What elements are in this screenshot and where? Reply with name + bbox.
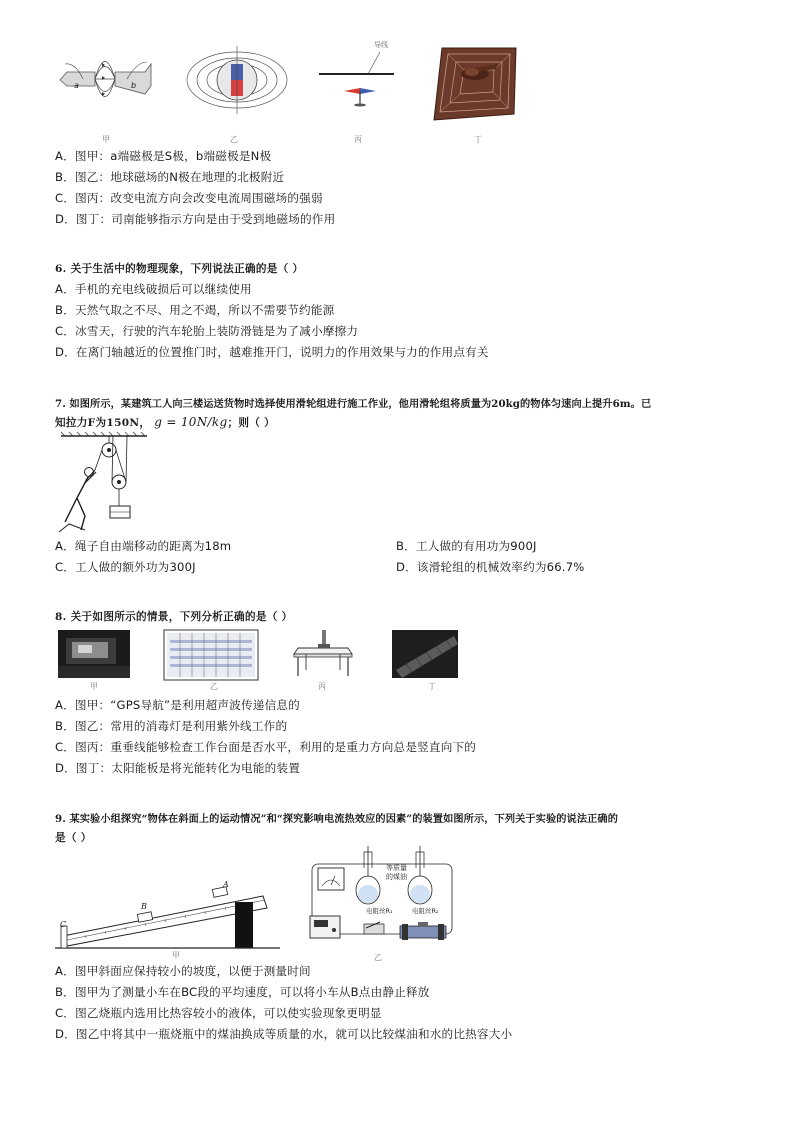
r1-label: 电阻丝R₁ [366,907,393,915]
q5-option-d: D．图丁：司南能够指示方向是由于受到地磁场的作用 [55,212,336,226]
q5-option-b: B．图乙：地球磁场的N极在地理的北极附近 [55,170,285,184]
figure-oersted [316,44,401,114]
figure-plumb-table [288,630,358,678]
q5-caption-ding: 丁 [474,135,482,144]
q5-caption-bing: 丙 [354,135,362,144]
q5-caption-jia: 甲 [102,135,110,144]
figure-sinan [430,42,520,122]
wire-label: 导线 [374,41,388,49]
magnet-label-b: b [131,81,137,90]
q8-option-c: C．图丙：重垂线能够检查工作台面是否水平，利用的是重力方向总是竖直向下的 [55,740,477,754]
q5-option-a: A．图甲：a端磁极是S极，b端磁极是N极 [55,149,272,163]
q9-option-c: C．图乙烧瓶内选用比热容较小的液体，可以使实验现象更明显 [55,1006,382,1020]
q6-option-c: C．冰雪天，行驶的汽车轮胎上装防滑链是为了减小摩擦力 [55,324,359,338]
q8-option-b: B．图乙：常用的消毒灯是利用紫外线工作的 [55,719,288,733]
magnet-label-a: a [74,81,79,90]
figure-solar-panel [392,630,458,678]
q8-option-d: D．图丁：太阳能板是将光能转化为电能的装置 [55,761,301,775]
q8-caption-ding: 丁 [428,682,436,691]
q7-title-line2 [55,415,275,430]
q9-option-a: A．图甲斜面应保持较小的坡度，以便于测量时间 [55,964,311,978]
q6-option-a: A．手机的充电线破损后可以继续使用 [55,282,252,296]
ramp-label-a: A [223,880,229,889]
figure-earth-magnetism [185,42,290,117]
figure-heating-circuit [302,846,460,952]
q6-title: 6. 关于生活中的物理现象，下列说法正确的是（ ） [55,263,304,275]
q7-title-end: ；则（ ） [227,417,276,429]
q6-option-d: D．在离门轴越近的位置推门时，越难推开门，说明力的作用效果与力的作用点有关 [55,345,489,359]
q9-title-line1: 9. 某实验小组探究“物体在斜面上的运动情况”和“探究影响电流热效应的因素”的装置如图所示，下列关于实验的说法正确的 [55,813,618,825]
q7-title-text: 知拉力F为150N， [55,417,151,429]
figure-magnet-field [55,42,155,102]
q5-caption-yi: 乙 [230,135,238,144]
figure-uv-lamp [164,630,258,680]
q6-option-b: B．天然气取之不尽、用之不竭，所以不需要节约能源 [55,303,335,317]
figure-gps-screen [58,630,130,678]
ramp-label-b: B [141,902,147,911]
q7-option-d: D．该滑轮组的机械效率约为66.7% [396,560,585,574]
q8-caption-yi: 乙 [210,682,218,691]
ramp-label-c: C [60,920,67,929]
q9-title-line2: 是（ ） [55,832,92,844]
ramp-caption: 甲 [172,951,180,960]
figure-pulley-worker [55,432,160,534]
q7-option-a: A．绳子自由端移动的距离为18m [55,539,232,553]
circuit-caption: 乙 [374,953,382,962]
q7-option-b: B．工人做的有用功为900J [396,539,537,553]
q8-option-a: A．图甲：“GPS导航”是利用超声波传递信息的 [55,698,300,712]
q8-caption-bing: 丙 [318,682,326,691]
q8-caption-jia: 甲 [90,682,98,691]
figure-ramp [55,872,280,950]
r2-label: 电阻丝R₂ [412,907,439,915]
q5-option-c: C．图丙：改变电流方向会改变电流周围磁场的强弱 [55,191,323,205]
q9-option-b: B．图甲为了测量小车在BC段的平均速度，可以将小车从B点由静止释放 [55,985,430,999]
q8-title: 8. 关于如图所示的情景，下列分析正确的是（ ） [55,611,293,623]
q7-formula: g = 10N/kg [154,415,228,429]
q7-option-c: C．工人做的额外功为300J [55,560,196,574]
q7-title-line1: 7. 如图所示，某建筑工人向三楼运送货物时选择使用滑轮组进行施工作业，他用滑轮组将质量为20kg的物体匀速向上提升6m。已 [55,398,652,410]
q9-option-d: D．图乙中将其中一瓶烧瓶中的煤油换成等质量的水，就可以比较煤油和水的比热容大小 [55,1027,513,1041]
kerosene-label: 等质量 的煤油 [386,864,407,881]
